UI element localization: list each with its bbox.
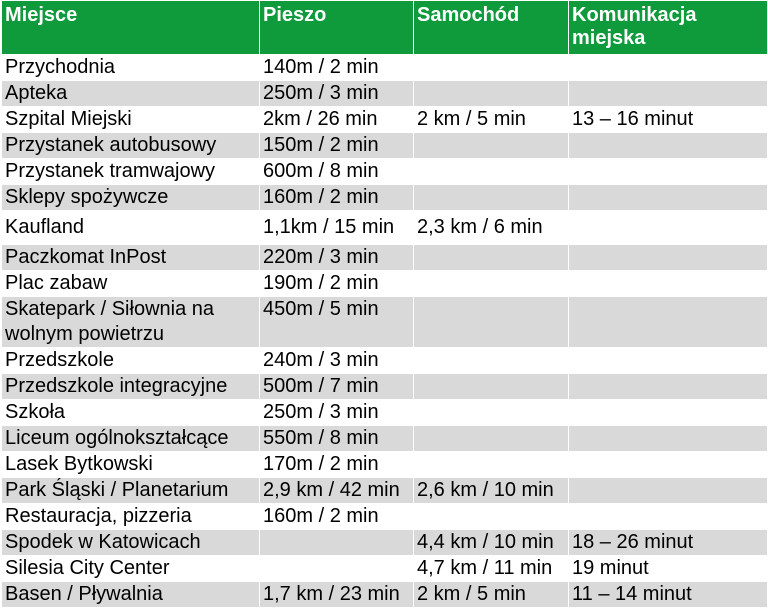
- cell-car: [414, 374, 569, 400]
- table-row: [2, 159, 768, 185]
- cell-place: Szkoła: [2, 400, 260, 426]
- cell-public-transport: 19 minut: [569, 556, 768, 582]
- cell-public-transport: [569, 271, 768, 297]
- header-car: Samochód: [414, 1, 569, 55]
- table-row: [2, 452, 768, 478]
- cell-public-transport: [569, 159, 768, 185]
- cell-public-transport: [569, 452, 768, 478]
- cell-car: 2 km / 5 min: [414, 107, 569, 133]
- distances-table: [1, 0, 768, 608]
- cell-place: Przedszkole integracyjne: [2, 374, 260, 400]
- cell-public-transport: 13 – 16 minut: [569, 107, 768, 133]
- cell-place: Szpital Miejski: [2, 107, 260, 133]
- table-row: [2, 211, 768, 245]
- cell-place: Liceum ogólnokształcące: [2, 426, 260, 452]
- cell-place: Apteka: [2, 81, 260, 107]
- table-row: [2, 297, 768, 348]
- table-row: [2, 400, 768, 426]
- cell-walk: 600m / 8 min: [260, 159, 414, 185]
- cell-public-transport: [569, 504, 768, 530]
- header-public-transport: Komunikacja miejska: [569, 1, 768, 55]
- cell-place: Sklepy spożywcze: [2, 185, 260, 211]
- table-row: [2, 582, 768, 608]
- cell-car: 2,6 km / 10 min: [414, 478, 569, 504]
- cell-place: Przystanek tramwajowy: [2, 159, 260, 185]
- cell-walk: 190m / 2 min: [260, 271, 414, 297]
- table-row: [2, 504, 768, 530]
- table-row: [2, 348, 768, 374]
- cell-place: Basen / Pływalnia: [2, 582, 260, 608]
- cell-car: [414, 159, 569, 185]
- cell-walk: 500m / 7 min: [260, 374, 414, 400]
- cell-walk: 150m / 2 min: [260, 133, 414, 159]
- cell-place: Paczkomat InPost: [2, 245, 260, 271]
- cell-car: [414, 133, 569, 159]
- cell-walk: 170m / 2 min: [260, 452, 414, 478]
- cell-public-transport: 18 – 26 minut: [569, 530, 768, 556]
- cell-public-transport: [569, 297, 768, 348]
- header-walk: Pieszo: [260, 1, 414, 55]
- cell-place: Spodek w Katowicach: [2, 530, 260, 556]
- cell-car: [414, 185, 569, 211]
- cell-public-transport: [569, 133, 768, 159]
- cell-place: Restauracja, pizzeria: [2, 504, 260, 530]
- cell-walk: 220m / 3 min: [260, 245, 414, 271]
- table-row: [2, 271, 768, 297]
- cell-place: Przedszkole: [2, 348, 260, 374]
- cell-place: Kaufland: [2, 211, 260, 245]
- cell-walk: 160m / 2 min: [260, 185, 414, 211]
- cell-public-transport: [569, 211, 768, 245]
- cell-public-transport: [569, 81, 768, 107]
- table-row: [2, 55, 768, 81]
- cell-public-transport: [569, 478, 768, 504]
- cell-public-transport: [569, 374, 768, 400]
- cell-car: 2,3 km / 6 min: [414, 211, 569, 245]
- cell-walk: 160m / 2 min: [260, 504, 414, 530]
- table-row: [2, 107, 768, 133]
- cell-car: [414, 245, 569, 271]
- table-row: [2, 426, 768, 452]
- cell-public-transport: [569, 400, 768, 426]
- cell-public-transport: [569, 348, 768, 374]
- table-row: [2, 374, 768, 400]
- header-place: Miejsce: [2, 1, 260, 55]
- cell-public-transport: [569, 185, 768, 211]
- table-row: [2, 530, 768, 556]
- cell-walk: [260, 556, 414, 582]
- cell-place: Przystanek autobusowy: [2, 133, 260, 159]
- cell-public-transport: [569, 55, 768, 81]
- table-row: [2, 133, 768, 159]
- cell-car: [414, 452, 569, 478]
- cell-car: [414, 504, 569, 530]
- cell-walk: [260, 530, 414, 556]
- table-row: [2, 245, 768, 271]
- table-header-row: [2, 1, 768, 55]
- cell-walk: 140m / 2 min: [260, 55, 414, 81]
- cell-car: 2 km / 5 min: [414, 582, 569, 608]
- cell-car: 4,4 km / 10 min: [414, 530, 569, 556]
- cell-place: Park Śląski / Planetarium: [2, 478, 260, 504]
- cell-walk: 250m / 3 min: [260, 81, 414, 107]
- cell-walk: 2km / 26 min: [260, 107, 414, 133]
- cell-car: [414, 271, 569, 297]
- cell-place: Lasek Bytkowski: [2, 452, 260, 478]
- cell-place: Skatepark / Siłownia na wolnym powietrzu: [2, 297, 260, 348]
- cell-place: Silesia City Center: [2, 556, 260, 582]
- cell-car: [414, 348, 569, 374]
- cell-walk: 450m / 5 min: [260, 297, 414, 348]
- table-row: [2, 185, 768, 211]
- cell-walk: 1,1km / 15 min: [260, 211, 414, 245]
- cell-public-transport: 11 – 14 minut: [569, 582, 768, 608]
- cell-public-transport: [569, 245, 768, 271]
- cell-car: [414, 55, 569, 81]
- cell-car: [414, 400, 569, 426]
- cell-walk: 250m / 3 min: [260, 400, 414, 426]
- table-row: [2, 81, 768, 107]
- cell-car: 4,7 km / 11 min: [414, 556, 569, 582]
- cell-public-transport: [569, 426, 768, 452]
- cell-walk: 2,9 km / 42 min: [260, 478, 414, 504]
- cell-walk: 240m / 3 min: [260, 348, 414, 374]
- cell-car: [414, 297, 569, 348]
- table-row: [2, 556, 768, 582]
- cell-walk: 1,7 km / 23 min: [260, 582, 414, 608]
- cell-place: Przychodnia: [2, 55, 260, 81]
- cell-place: Plac zabaw: [2, 271, 260, 297]
- cell-walk: 550m / 8 min: [260, 426, 414, 452]
- table-row: [2, 478, 768, 504]
- cell-car: [414, 81, 569, 107]
- cell-car: [414, 426, 569, 452]
